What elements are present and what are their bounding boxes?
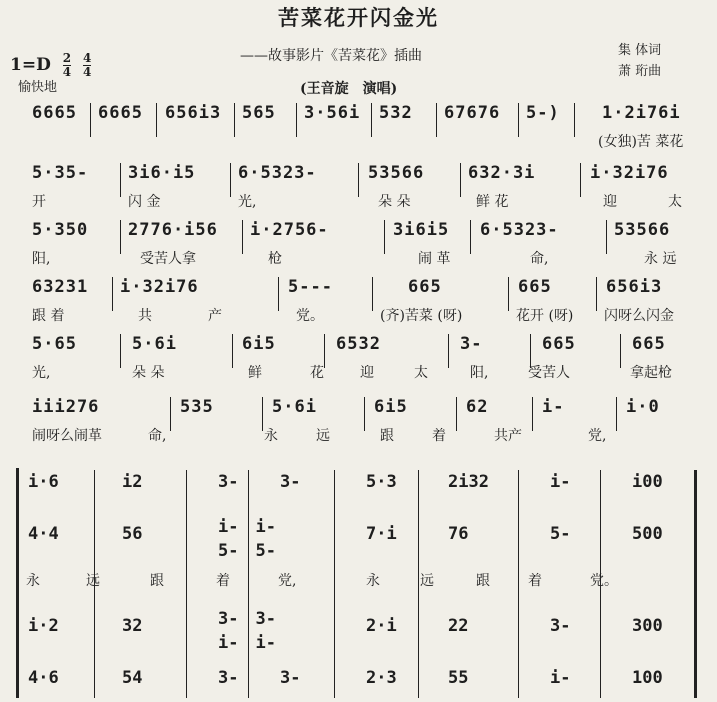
measure: iii276	[32, 397, 100, 417]
system-barline	[418, 470, 419, 698]
lyric: 花	[310, 365, 324, 381]
measure: 5·6i	[132, 334, 177, 354]
measure: 67676	[444, 103, 501, 123]
measure: 3-	[280, 668, 301, 688]
measure: 62	[466, 397, 489, 417]
measure: 2i32	[448, 472, 489, 492]
measure: 2·3	[366, 668, 397, 688]
lyric: 远	[86, 573, 100, 589]
composer-credit: 萧 珩曲	[618, 64, 662, 79]
measure: 32	[122, 616, 143, 636]
choir-part-2	[22, 517, 692, 561]
lyric: 开	[32, 194, 46, 210]
lyric: 受苦人拿	[140, 251, 196, 267]
lyric: 太	[668, 194, 682, 210]
measure: 5-)	[526, 103, 560, 123]
lyric: 着	[528, 573, 542, 589]
measure: 1·2i76i	[602, 103, 681, 123]
lyric: 枪	[268, 251, 282, 267]
system-barline	[186, 470, 187, 698]
measure: 3-	[550, 616, 571, 636]
score-row-6	[28, 397, 690, 443]
measure: 656i3	[606, 277, 663, 297]
measure: 100	[632, 668, 663, 688]
measure: 665	[518, 277, 552, 297]
key-label: 1=D	[10, 55, 51, 75]
lyric: 闪呀么闪金	[604, 308, 674, 324]
measure: i·6	[28, 472, 59, 492]
score-row-5	[28, 334, 690, 380]
lyric: 远	[316, 428, 330, 444]
lyric: 光,	[32, 365, 51, 381]
lyric: 共	[138, 308, 152, 324]
measure: 535	[180, 397, 214, 417]
lyric: 光,	[238, 194, 257, 210]
system-barline	[518, 470, 519, 698]
lyric: 朵 朵	[132, 365, 165, 381]
measure: 54	[122, 668, 143, 688]
measure: i·0	[626, 397, 660, 417]
lyric: 产	[208, 308, 222, 324]
measure: i·2	[28, 616, 59, 636]
measure: 3i6i5	[393, 220, 450, 240]
time-signature-2-denominator: 4	[83, 65, 92, 79]
lyric: 跟	[476, 573, 490, 589]
choir-part-1	[22, 472, 692, 502]
measure: 6·5323-	[480, 220, 559, 240]
measure: 7·i	[366, 524, 397, 544]
song-subtitle: ——故事影片《苦菜花》插曲	[240, 48, 422, 64]
lyric: 拿起枪	[630, 365, 672, 381]
tempo-marking: 愉快地	[18, 80, 58, 95]
lyric: 永	[264, 428, 278, 444]
time-signature-1	[63, 52, 71, 79]
system-barline	[94, 470, 95, 698]
lyric: 永	[366, 573, 380, 589]
measure: i-	[550, 472, 571, 492]
measure: 3-	[280, 472, 301, 492]
lyric: 永 远	[644, 251, 677, 267]
system-barline	[248, 470, 249, 698]
measure: 5·350	[32, 220, 89, 240]
lyric: 鲜 花	[476, 194, 509, 210]
lyric: 跟 着	[32, 308, 65, 324]
measure: 5·65	[32, 334, 77, 354]
choir-part-3	[22, 609, 692, 653]
lyric: 命,	[148, 428, 167, 444]
measure: 5·3	[366, 472, 397, 492]
lyric: 迎	[603, 194, 617, 210]
measure: 22	[448, 616, 469, 636]
measure: 6·5323-	[238, 163, 317, 183]
measure: 6i5	[374, 397, 408, 417]
lyric: 闪 金	[128, 194, 161, 210]
score-row-2	[28, 163, 690, 209]
lyric: 命,	[530, 251, 549, 267]
measure: 5-	[550, 524, 571, 544]
lyric: 阳,	[470, 365, 489, 381]
lyric: 闹 革	[418, 251, 451, 267]
lyric: 受苦人	[528, 365, 570, 381]
measure: 6665	[98, 103, 143, 123]
measure: 5---	[288, 277, 333, 297]
measure: 56	[122, 524, 143, 544]
measure: 3-	[218, 668, 239, 688]
score-row-1	[28, 103, 690, 149]
lyric: 党。	[590, 573, 618, 589]
measure: 532	[379, 103, 413, 123]
measure: i·2756-	[250, 220, 329, 240]
measure: 6665	[32, 103, 77, 123]
song-title: 苦菜花开闪金光	[278, 5, 439, 30]
lyric: 阳,	[32, 251, 51, 267]
measure: 565	[242, 103, 276, 123]
measure: i-	[550, 668, 571, 688]
lyricist-credit: 集 体词	[618, 43, 662, 58]
measure: 3-	[218, 472, 239, 492]
measure: i-	[542, 397, 565, 417]
system-barline	[600, 470, 601, 698]
lyric: (女独)苦 菜花	[598, 134, 684, 150]
measure: 3·56i	[304, 103, 361, 123]
lyric: (齐)苦菜 (呀)	[380, 308, 463, 324]
lyric: 跟	[380, 428, 394, 444]
lyric: 朵 朵	[378, 194, 411, 210]
time-signature-1-numerator: 2	[62, 51, 72, 65]
measure: 665	[408, 277, 442, 297]
measure: 665	[542, 334, 576, 354]
score-row-4	[28, 277, 690, 323]
system-bracket	[16, 468, 23, 698]
measure: 53566	[368, 163, 425, 183]
key-signature	[10, 52, 91, 79]
measure: 5·35-	[32, 163, 89, 183]
lyric: 共产	[494, 428, 522, 444]
lyric: 着	[432, 428, 446, 444]
score-row-3	[28, 220, 690, 266]
credits	[618, 40, 661, 82]
measure: 5·6i	[272, 397, 317, 417]
lyric: 花开 (呀)	[516, 308, 574, 324]
measure: 2·i	[366, 616, 397, 636]
singer-credit: (王音旋 演唱)	[300, 81, 398, 97]
measure: 76	[448, 524, 469, 544]
measure: 63231	[32, 277, 89, 297]
measure-lower: i- i-	[218, 633, 276, 653]
measure: i·32i76	[120, 277, 199, 297]
lyric: 远	[420, 573, 434, 589]
measure: i·32i76	[590, 163, 669, 183]
measure: 6i5	[242, 334, 276, 354]
measure: 53566	[614, 220, 671, 240]
measure: i- i-	[218, 517, 276, 537]
lyric: 闹呀么闹革	[32, 428, 102, 444]
lyric: 党。	[296, 308, 324, 324]
lyric: 党,	[588, 428, 607, 444]
measure: 3i6·i5	[128, 163, 196, 183]
lyric: 永	[26, 573, 40, 589]
lyric: 着	[216, 573, 230, 589]
measure: 500	[632, 524, 663, 544]
measure: 6532	[336, 334, 381, 354]
choir-part-4	[22, 668, 692, 698]
lyric: 鲜	[248, 365, 262, 381]
measure: i2	[122, 472, 143, 492]
measure: 300	[632, 616, 663, 636]
time-signature-2	[83, 52, 91, 79]
measure: 3-	[460, 334, 483, 354]
measure: 656i3	[165, 103, 222, 123]
measure: 4·6	[28, 668, 59, 688]
measure: 3- 3-	[218, 609, 276, 629]
time-signature-2-numerator: 4	[83, 51, 92, 65]
measure: 632·3i	[468, 163, 536, 183]
final-barline	[694, 470, 697, 698]
lyric: 跟	[150, 573, 164, 589]
lyric: 党,	[278, 573, 297, 589]
measure: 4·4	[28, 524, 59, 544]
lyric: 太	[414, 365, 428, 381]
time-signature-1-denominator: 4	[62, 65, 72, 79]
measure: 665	[632, 334, 666, 354]
system-barline	[334, 470, 335, 698]
measure: 55	[448, 668, 469, 688]
measure: i00	[632, 472, 663, 492]
measure-lower: 5- 5-	[218, 541, 276, 561]
measure: 2776·i56	[128, 220, 218, 240]
lyric: 迎	[360, 365, 374, 381]
